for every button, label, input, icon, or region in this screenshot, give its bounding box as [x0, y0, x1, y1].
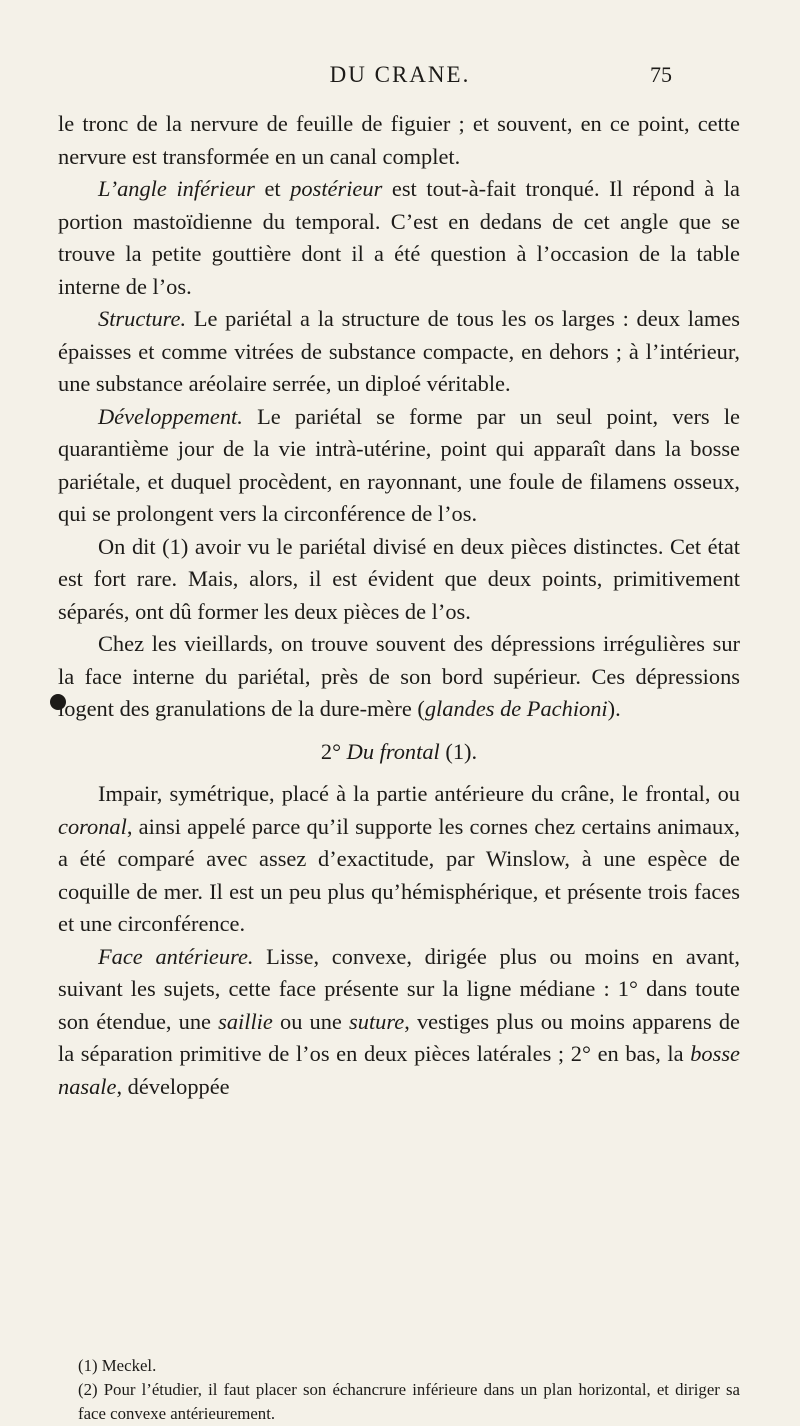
section-heading: 2° Du frontal (1).	[320, 738, 478, 764]
paragraph: Impair, symétrique, placé à la partie antérieure du crâne, le frontal, ou coronal, ainsi appelé parce qu’il supporte les cornes chez certains animaux, a été comparé avec assez d’exactitude, par Winslow, à une espèce de coquille de mer. Il est un peu plus qu’hémisphérique, et présente trois faces et une circonférence.	[58, 781, 740, 936]
paragraph: Face antérieure. Lisse, convexe, dirigée plus ou moins en avant, suivant les sujets, cette face présente sur la ligne médiane : 1° dans toute son étendue, une saillie ou une suture, vestiges plus ou moins apparens de la séparation primitive de l’os en deux pièces latérales ; 2° en bas, la bosse nasale, développée	[58, 943, 740, 1099]
footnote: (1) Meckel.	[78, 1356, 157, 1375]
footnotes	[78, 1354, 740, 1426]
paragraph: Structure. Le pariétal a la structure de tous les os larges : deux lames épaisses et comme vitrées de substance compacte, en dehors ; à l’intérieur, une substance aréolaire serrée, un diploé véritable.	[58, 306, 740, 396]
paragraph: le tronc de la nervure de feuille de figuier ; et souvent, en ce point, cette nervure est transformée en un canal complet.	[58, 111, 740, 169]
main-text	[58, 108, 740, 1103]
running-title: DU CRANE.	[329, 62, 471, 87]
footnote: (2) Pour l’étudier, il faut placer son échancrure inférieure dans un plan horizontal, et diriger sa face convexe antérieurement.	[78, 1380, 740, 1423]
paragraph: On dit (1) avoir vu le pariétal divisé en deux pièces distinctes. Cet état est fort rare. Mais, alors, il est évident que deux points, primitivement séparés, ont dû former les deux pièces de l’os.	[58, 533, 740, 624]
paragraph: L’angle inférieur et postérieur est tout-à-fait tronqué. Il répond à la portion mastoïdienne du temporal. C’est en dedans de cet angle que se trouve la petite gouttière dont il a été question à l’occasion de la table interne de l’os.	[58, 176, 740, 299]
paragraph: Chez les vieillards, on trouve souvent des dépressions irrégulières sur la face interne du pariétal, près de son bord supérieur. Ces dépressions logent des granulations de la dure-mère (glandes de Pachioni).	[58, 631, 740, 721]
page-header	[0, 58, 800, 98]
paragraph: Développement. Le pariétal se forme par un seul point, vers le quarantième jour de la vie intrà-utérine, point qui apparaît dans la bosse pariétale, et duquel procèdent, en rayonnant, une foule de filamens osseux, qui se prolongent vers la circonférence de l’os.	[58, 403, 740, 526]
page-number: 75	[650, 62, 672, 87]
